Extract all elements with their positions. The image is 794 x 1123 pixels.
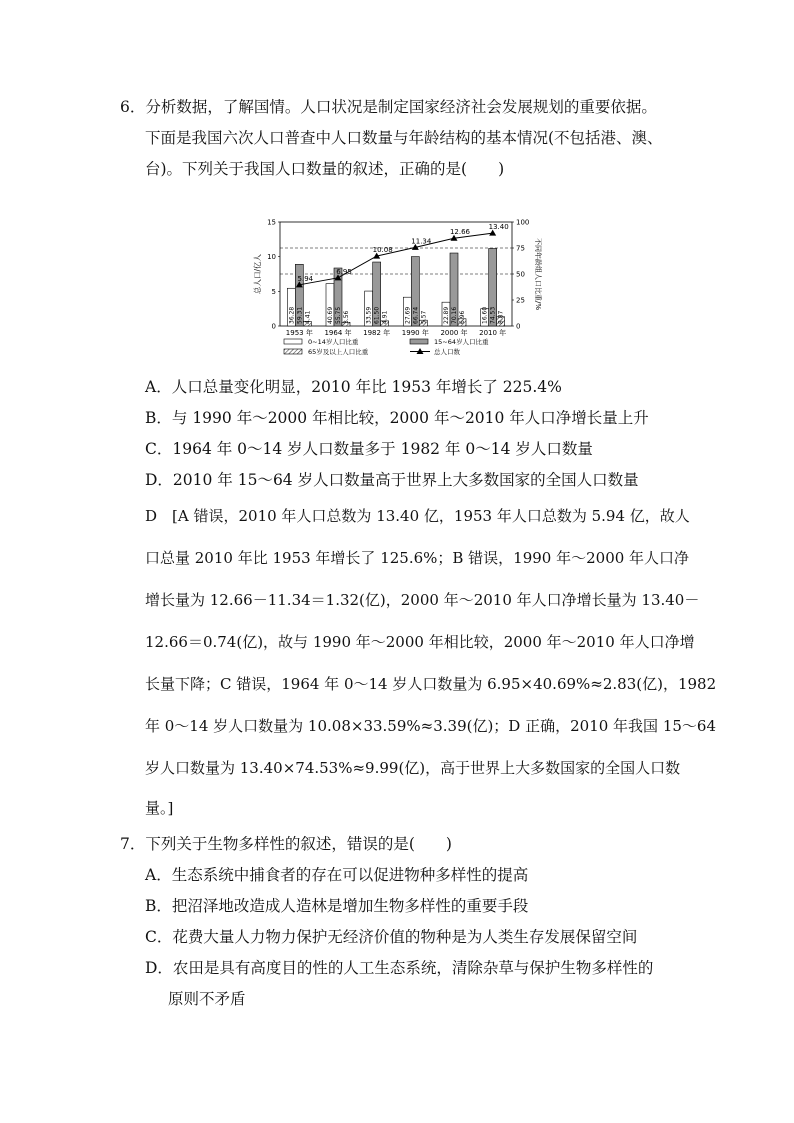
bar-value-label: 74.53 — [489, 306, 497, 324]
bar-value-label: 3.56 — [343, 310, 350, 324]
bar-value-label: 40.69 — [327, 306, 334, 324]
bar-value-label: 59.31 — [296, 306, 304, 324]
bar-value-label: 4.91 — [381, 310, 389, 324]
q6-answer-line-1: D [A 错误，2010 年人口总数为 13.40 亿，1953 年人口总数为 5.94 亿，故人 — [145, 507, 690, 525]
q7-option-d-cont: 原则不矛盾 — [168, 990, 246, 1008]
bars — [287, 248, 504, 326]
legend-label: 65岁及以上人口比重 — [308, 348, 369, 356]
bar-value-label: 66.74 — [412, 306, 420, 324]
q6-answer-line-4: 12.66＝0.74(亿)，故与 1990 年～2000 年相比较，2000 年～2010 年人口净增 — [145, 633, 695, 651]
right-tick-label: 100 — [516, 218, 530, 227]
bar-value-label: 8.87 — [497, 310, 505, 324]
bar-value-label: 61.50 — [373, 306, 381, 324]
bar-value-label: 70.16 — [451, 306, 458, 324]
q7-option-a: A．生态系统中捕食者的存在可以促进物种多样性的提高 — [145, 866, 529, 884]
line-value-label: 13.40 — [488, 223, 509, 232]
bar-value-label: 5.57 — [420, 310, 428, 324]
line-value-label: 12.66 — [449, 228, 471, 237]
bar-value-label: 27.69 — [404, 306, 412, 324]
population-chart — [250, 214, 550, 366]
legend — [284, 337, 489, 356]
bar-value-label: 4.41 — [304, 310, 312, 324]
right-tick-label: 0 — [516, 322, 521, 331]
q7-option-c: C．花费大量人力物力保护无经济价值的物种是为人类生存发展保留空间 — [145, 928, 638, 946]
y2-axis-label: 不同年龄组人口比重/% — [534, 237, 542, 311]
q6-answer-line-6: 年 0～14 岁人口数量为 10.08×33.59%≈3.39(亿)；D 正确，2010 年我国 15～64 — [145, 717, 716, 735]
q6-option-d: D．2010 年 15～64 岁人口数量高于世界上大多数国家的全国人口数量 — [145, 471, 639, 489]
legend-swatch — [284, 349, 302, 354]
total-population-polyline — [299, 233, 492, 285]
q6-option-c: C．1964 年 0～14 岁人口数量多于 1982 年 0～14 岁人口数量 — [145, 440, 593, 458]
q6-stem-line-1: 6．分析数据，了解国情。人口状况是制定国家经济社会发展规划的重要依据。 — [120, 98, 657, 116]
line-value-label: 11.34 — [411, 237, 432, 246]
x-tick-label: 1964 年 — [324, 329, 352, 337]
q7-option-b: B．把沼泽地改造成人造林是增加生物多样性的重要手段 — [145, 897, 529, 915]
legend-label: 0~14岁人口比重 — [308, 338, 359, 346]
q6-option-a: A．人口总量变化明显，2010 年比 1953 年增长了 225.4% — [145, 378, 562, 396]
q6-stem-line-2: 下面是我国六次人口普查中人口数量与年龄结构的基本情况(不包括港、澳、 — [145, 129, 663, 147]
line-value-label: 5.94 — [297, 274, 314, 283]
right-tick-label: 50 — [516, 270, 525, 279]
bar-value-label: 6.96 — [459, 310, 466, 324]
x-tick-label: 1982 年 — [363, 329, 391, 337]
line-value-label: 10.08 — [372, 246, 393, 255]
x-tick-label: 2000 年 — [440, 329, 468, 337]
right-tick-label: 75 — [516, 244, 525, 253]
bar-value-label: 55.75 — [335, 306, 342, 324]
left-tick-label: 10 — [267, 253, 276, 262]
legend-label: 15~64岁人口比重 — [434, 338, 489, 346]
q6-answer-line-3: 增长量为 12.66－11.34＝1.32(亿)，2000 年～2010 年人口净增长量为 13.40－ — [145, 591, 700, 609]
x-tick-label: 1990 年 — [401, 329, 429, 337]
bar-value-label: 33.59 — [365, 306, 373, 324]
x-tick-label: 2010 年 — [479, 329, 507, 337]
bar-value-label: 16.60 — [481, 306, 489, 324]
q6-stem-line-3: 台)。下列关于我国人口数量的叙述，正确的是( ) — [145, 160, 505, 178]
legend-label: 总人口数 — [434, 348, 460, 356]
q6-answer-line-7: 岁人口数量为 13.40×74.53%≈9.99(亿)，高于世界上大多数国家的全国人口数 — [145, 759, 681, 777]
q6-answer-line-5: 长量下降；C 错误，1964 年 0～14 岁人口数量为 6.95×40.69%≈2.83(亿)，1982 — [145, 675, 717, 693]
q6-answer-line-2: 口总量 2010 年比 1953 年增长了 125.6%；B 错误，1990 年～2000 年人口净 — [145, 549, 690, 567]
total-population-line — [296, 223, 509, 287]
left-tick-label: 0 — [271, 322, 276, 331]
q6-option-b: B．与 1990 年～2000 年相比较，2000 年～2010 年人口净增长量上升 — [145, 409, 649, 427]
q7-stem: 7．下列关于生物多样性的叙述，错误的是( ) — [120, 835, 452, 853]
left-tick-label: 15 — [267, 218, 276, 227]
q7-option-d: D．农田是具有高度目的性的人工生态系统，清除杂草与保护生物多样性的 — [145, 959, 654, 977]
x-tick-label: 1953 年 — [285, 329, 313, 337]
q6-answer-line-8: 量。] — [145, 799, 174, 817]
left-tick-label: 5 — [271, 287, 276, 296]
legend-swatch — [284, 339, 302, 344]
legend-swatch — [410, 339, 428, 344]
right-tick-label: 25 — [516, 296, 525, 305]
line-value-label: 6.95 — [336, 267, 352, 276]
bar-value-label: 22.89 — [443, 306, 450, 324]
bar-value-label: 36.28 — [288, 306, 296, 324]
y-axis-label: 总人口/亿人 — [253, 253, 262, 295]
